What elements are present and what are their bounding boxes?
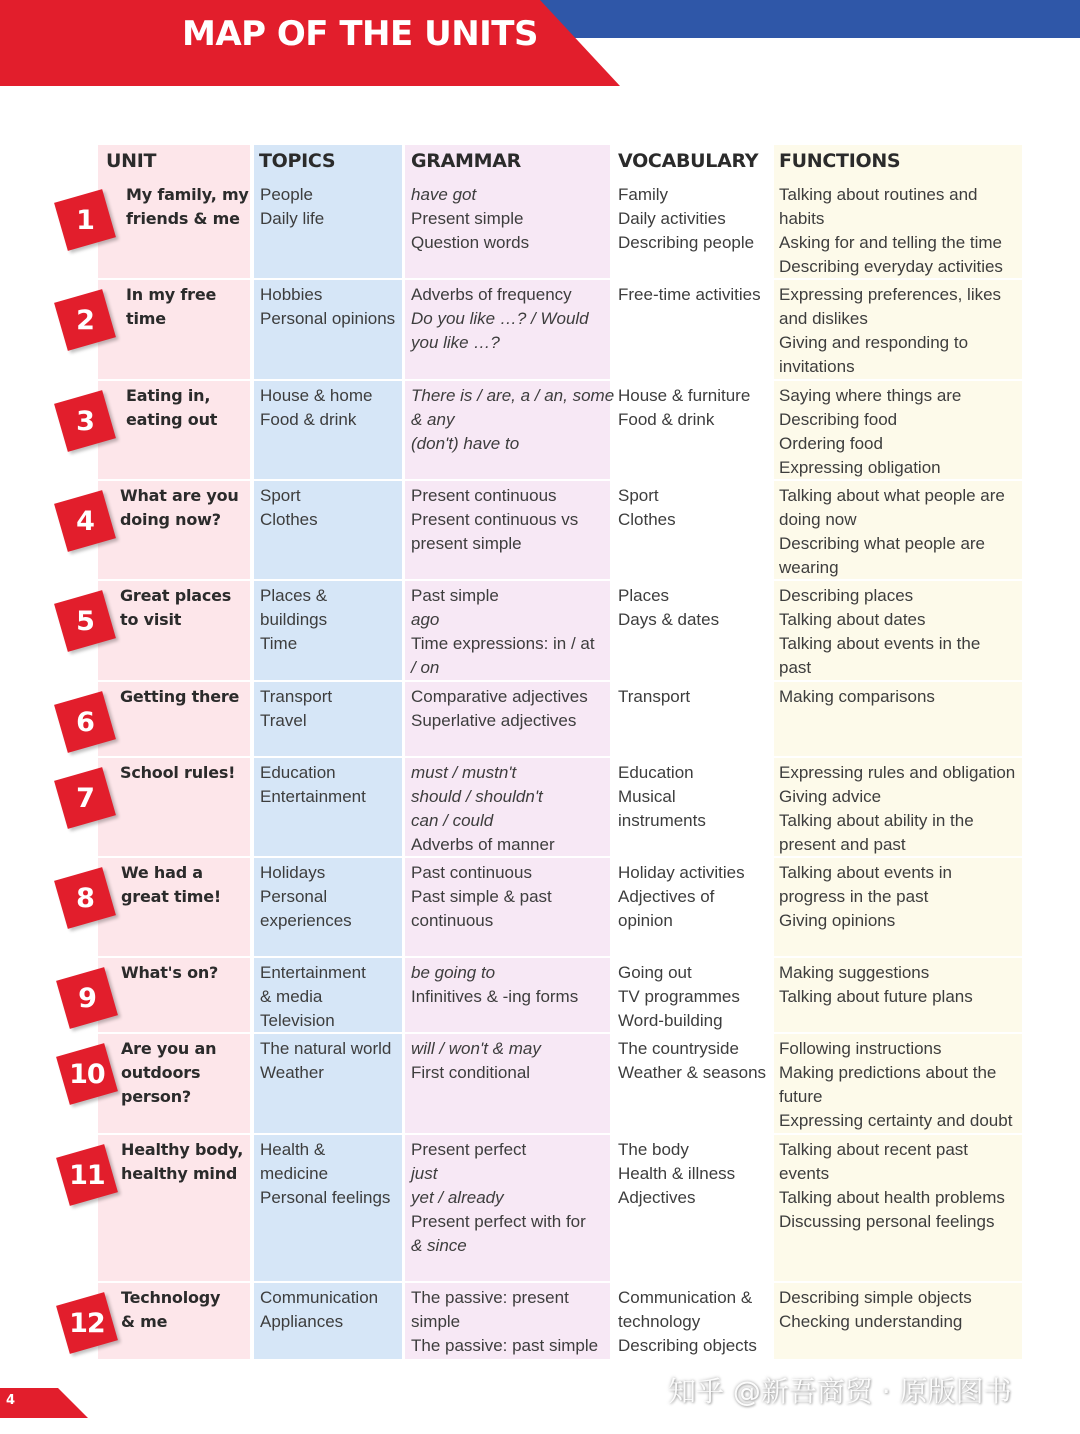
grammar-item: / on bbox=[411, 658, 440, 677]
topic-item: Holidays bbox=[260, 863, 326, 882]
unit-title-line: great time! bbox=[121, 887, 221, 906]
function-item: Saying where things are bbox=[779, 386, 962, 405]
unit-number: 4 bbox=[76, 505, 94, 537]
function-item: Describing places bbox=[779, 586, 914, 605]
unit-functions-cell bbox=[779, 584, 980, 680]
function-item: past bbox=[779, 658, 812, 677]
unit-title-cell bbox=[126, 283, 216, 331]
vocabulary-item: Communication & bbox=[618, 1288, 753, 1307]
vocabulary-item: Family bbox=[618, 185, 669, 204]
unit-title-line: outdoors bbox=[121, 1063, 201, 1082]
unit-functions-cell bbox=[779, 384, 961, 480]
unit-title-line: friends & me bbox=[126, 209, 240, 228]
vocabulary-item: Going out bbox=[618, 963, 692, 982]
vocabulary-item: Describing objects bbox=[618, 1336, 757, 1355]
unit-title-cell bbox=[121, 861, 221, 909]
topic-item: Communication bbox=[260, 1288, 379, 1307]
function-item: invitations bbox=[779, 357, 855, 376]
row-divider bbox=[98, 756, 1022, 758]
vocabulary-item: Adjectives bbox=[618, 1188, 696, 1207]
unit-grammar-cell bbox=[411, 685, 588, 733]
topic-item: Daily life bbox=[260, 209, 325, 228]
unit-vocabulary-cell bbox=[618, 1286, 757, 1358]
grammar-item: Superlative adjectives bbox=[411, 711, 577, 730]
unit-vocabulary-cell bbox=[618, 961, 740, 1033]
function-item: Expressing preferences, likes bbox=[779, 285, 1002, 304]
topic-item: Places & bbox=[260, 586, 328, 605]
function-item: Talking about events in bbox=[779, 863, 952, 882]
topic-item: Health & bbox=[260, 1140, 326, 1159]
unit-title-line: What are you bbox=[120, 486, 239, 505]
unit-vocabulary-cell bbox=[618, 584, 719, 632]
topic-item: Personal opinions bbox=[260, 309, 396, 328]
function-item: Giving and responding to bbox=[779, 333, 969, 352]
unit-number: 7 bbox=[76, 782, 94, 814]
unit-vocabulary-cell bbox=[618, 685, 690, 709]
unit-number: 12 bbox=[69, 1307, 105, 1339]
grammar-item: Past simple & past bbox=[411, 887, 552, 906]
unit-title-cell bbox=[126, 384, 217, 432]
unit-grammar-cell bbox=[411, 1286, 598, 1358]
vocabulary-item: Sport bbox=[618, 486, 659, 505]
topic-item: buildings bbox=[260, 610, 328, 629]
page-number: 4 bbox=[6, 1393, 16, 1408]
unit-vocabulary-cell bbox=[618, 761, 706, 833]
unit-title-line: Great places bbox=[120, 586, 232, 605]
unit-grammar-cell bbox=[411, 761, 555, 857]
grammar-item: Present perfect with for bbox=[411, 1212, 586, 1231]
grammar-item: Adverbs of frequency bbox=[411, 285, 572, 304]
grammar-item: Question words bbox=[411, 233, 530, 252]
topic-item: experiences bbox=[260, 911, 352, 930]
vocabulary-item: opinion bbox=[618, 911, 673, 930]
vocabulary-item: Daily activities bbox=[618, 209, 726, 228]
row-divider bbox=[98, 379, 1022, 381]
grammar-item: (don't) have to bbox=[411, 434, 520, 453]
unit-number: 3 bbox=[76, 405, 94, 437]
topic-item: Sport bbox=[260, 486, 301, 505]
grammar-item: you like …? bbox=[411, 333, 500, 352]
row-divider bbox=[98, 856, 1022, 858]
unit-grammar-cell bbox=[411, 183, 529, 255]
grammar-item: continuous bbox=[411, 911, 494, 930]
unit-title-cell bbox=[120, 584, 231, 632]
unit-title-cell bbox=[120, 761, 235, 785]
topic-item: Hobbies bbox=[260, 285, 323, 304]
grammar-item: yet / already bbox=[411, 1188, 504, 1207]
unit-topics-cell bbox=[260, 283, 395, 331]
unit-number: 1 bbox=[76, 204, 94, 236]
function-item: Describing what people are bbox=[779, 534, 986, 553]
unit-title-cell bbox=[121, 1286, 220, 1334]
function-item: Expressing obligation bbox=[779, 458, 941, 477]
function-item: Talking about ability in the bbox=[779, 811, 974, 830]
unit-topics-cell bbox=[260, 1037, 391, 1085]
unit-title-line: & me bbox=[121, 1312, 168, 1331]
function-item: Expressing rules and obligation bbox=[779, 763, 1016, 782]
grammar-item: simple bbox=[411, 1312, 461, 1331]
grammar-item: Time expressions: in / at bbox=[411, 634, 595, 653]
function-item: habits bbox=[779, 209, 825, 228]
vocabulary-item: The countryside bbox=[618, 1039, 739, 1058]
column-heading-unit: UNIT bbox=[106, 150, 157, 172]
unit-vocabulary-cell bbox=[618, 484, 676, 532]
vocabulary-item: Holiday activities bbox=[618, 863, 745, 882]
function-item: Making predictions about the bbox=[779, 1063, 997, 1082]
row-divider bbox=[98, 278, 1022, 280]
unit-vocabulary-cell bbox=[618, 183, 754, 255]
grammar-item: The passive: present bbox=[411, 1288, 569, 1307]
column-heading-topics: TOPICS bbox=[259, 150, 336, 172]
column-heading-vocabulary: VOCABULARY bbox=[618, 150, 759, 172]
unit-grammar-cell bbox=[411, 484, 578, 556]
vocabulary-item: Places bbox=[618, 586, 670, 605]
topic-item: House & home bbox=[260, 386, 373, 405]
topic-item: Appliances bbox=[260, 1312, 344, 1331]
unit-title-line: What's on? bbox=[121, 963, 219, 982]
function-item: wearing bbox=[779, 558, 839, 577]
unit-title-cell bbox=[120, 685, 239, 709]
grammar-item: be going to bbox=[411, 963, 496, 982]
column-heading-functions: FUNCTIONS bbox=[779, 150, 901, 172]
unit-number: 8 bbox=[76, 882, 94, 914]
unit-title-cell bbox=[126, 183, 249, 231]
topic-item: Education bbox=[260, 763, 336, 782]
unit-topics-cell bbox=[260, 861, 352, 933]
unit-title-line: Healthy body, bbox=[121, 1140, 244, 1159]
grammar-item: First conditional bbox=[411, 1063, 531, 1082]
unit-topics-cell bbox=[260, 685, 332, 733]
vocabulary-item: Weather & seasons bbox=[618, 1063, 767, 1082]
unit-topics-cell bbox=[260, 484, 318, 532]
vocabulary-item: Free-time activities bbox=[618, 285, 761, 304]
function-item: Discussing personal feelings bbox=[779, 1212, 995, 1231]
unit-topics-cell bbox=[260, 961, 366, 1033]
function-item: Making comparisons bbox=[779, 687, 935, 706]
vocabulary-item: instruments bbox=[618, 811, 706, 830]
grammar-item: ago bbox=[411, 610, 440, 629]
topic-item: Travel bbox=[260, 711, 307, 730]
function-item: Describing everyday activities bbox=[779, 257, 1003, 276]
topic-item: Food & drink bbox=[260, 410, 357, 429]
vocabulary-item: The body bbox=[618, 1140, 689, 1159]
row-divider bbox=[98, 1281, 1022, 1283]
watermark: 知乎 @新吾商贸 · 原版图书 bbox=[668, 1375, 1012, 1408]
unit-number: 11 bbox=[69, 1159, 105, 1191]
vocabulary-item: Days & dates bbox=[618, 610, 720, 629]
header-blue-band bbox=[520, 0, 1080, 38]
unit-title-line: Eating in, bbox=[126, 386, 211, 405]
unit-grammar-cell bbox=[411, 1138, 586, 1258]
grammar-item: Adverbs of manner bbox=[411, 835, 555, 854]
unit-number: 10 bbox=[69, 1058, 105, 1090]
unit-title-cell bbox=[121, 961, 218, 985]
topic-item: Transport bbox=[260, 687, 333, 706]
function-item: Asking for and telling the time bbox=[779, 233, 1003, 252]
function-item: Talking about dates bbox=[779, 610, 926, 629]
grammar-item: Comparative adjectives bbox=[411, 687, 588, 706]
function-item: and dislikes bbox=[779, 309, 868, 328]
unit-title-line: School rules! bbox=[120, 763, 236, 782]
function-item: Checking understanding bbox=[779, 1312, 963, 1331]
unit-title-line: person? bbox=[121, 1087, 191, 1106]
unit-functions-cell bbox=[779, 183, 1003, 279]
grammar-item: & since bbox=[411, 1236, 467, 1255]
unit-topics-cell bbox=[260, 584, 327, 656]
unit-functions-cell bbox=[779, 1286, 972, 1334]
function-item: progress in the past bbox=[779, 887, 929, 906]
function-item: Expressing certainty and doubt bbox=[779, 1111, 1013, 1130]
unit-topics-cell bbox=[260, 384, 372, 432]
vocabulary-item: Transport bbox=[618, 687, 691, 706]
unit-functions-cell bbox=[779, 961, 973, 1009]
topic-item: Entertainment bbox=[260, 787, 366, 806]
function-item: Making suggestions bbox=[779, 963, 930, 982]
row-divider bbox=[98, 479, 1022, 481]
unit-functions-cell bbox=[779, 685, 935, 709]
row-divider bbox=[98, 1032, 1022, 1034]
page-title: MAP OF THE UNITS bbox=[182, 14, 538, 54]
unit-topics-cell bbox=[260, 1138, 390, 1210]
grammar-item: Present perfect bbox=[411, 1140, 527, 1159]
row-divider bbox=[98, 579, 1022, 581]
unit-number: 5 bbox=[76, 605, 94, 637]
function-item: Describing simple objects bbox=[779, 1288, 972, 1307]
topic-item: Personal feelings bbox=[260, 1188, 391, 1207]
topic-item: People bbox=[260, 185, 313, 204]
vocabulary-item: House & furniture bbox=[618, 386, 751, 405]
unit-title-line: time bbox=[126, 309, 166, 328]
topic-item: medicine bbox=[260, 1164, 329, 1183]
vocabulary-item: Food & drink bbox=[618, 410, 715, 429]
unit-vocabulary-cell bbox=[618, 283, 761, 307]
grammar-item: can / could bbox=[411, 811, 494, 830]
unit-grammar-cell bbox=[411, 283, 589, 355]
function-item: doing now bbox=[779, 510, 857, 529]
grammar-item: have got bbox=[411, 185, 477, 204]
grammar-item: Present continuous bbox=[411, 486, 557, 505]
unit-number: 2 bbox=[76, 304, 94, 336]
function-item: Talking about routines and bbox=[779, 185, 978, 204]
unit-grammar-cell bbox=[411, 961, 578, 1009]
grammar-item: Past continuous bbox=[411, 863, 532, 882]
vocabulary-item: Health & illness bbox=[618, 1164, 736, 1183]
function-item: Giving advice bbox=[779, 787, 882, 806]
grammar-item: & any bbox=[411, 410, 455, 429]
unit-grammar-cell bbox=[411, 584, 595, 680]
vocabulary-item: Word-building bbox=[618, 1011, 723, 1030]
unit-functions-cell bbox=[779, 861, 952, 933]
function-item: future bbox=[779, 1087, 823, 1106]
grammar-item: Present simple bbox=[411, 209, 524, 228]
grammar-item: Past simple bbox=[411, 586, 499, 605]
function-item: Following instructions bbox=[779, 1039, 942, 1058]
unit-vocabulary-cell bbox=[618, 1037, 766, 1085]
unit-title-line: Getting there bbox=[120, 687, 240, 706]
topic-item: & media bbox=[260, 987, 323, 1006]
unit-functions-cell bbox=[779, 1037, 1012, 1133]
grammar-item: Infinitives & -ing forms bbox=[411, 987, 579, 1006]
unit-grammar-cell bbox=[411, 1037, 541, 1085]
unit-grammar-cell bbox=[411, 861, 552, 933]
vocabulary-item: Adjectives of bbox=[618, 887, 715, 906]
unit-grammar-cell bbox=[411, 384, 614, 456]
unit-functions-cell bbox=[779, 484, 1005, 580]
unit-title-line: We had a bbox=[121, 863, 203, 882]
unit-title-cell bbox=[120, 484, 239, 532]
function-item: events bbox=[779, 1164, 830, 1183]
vocabulary-item: TV programmes bbox=[618, 987, 740, 1006]
row-divider bbox=[98, 1133, 1022, 1135]
function-item: Talking about recent past bbox=[779, 1140, 969, 1159]
function-item: Talking about what people are bbox=[779, 486, 1005, 505]
unit-title-line: Technology bbox=[121, 1288, 221, 1307]
unit-title-line: My family, my bbox=[126, 185, 249, 204]
unit-title-line: In my free bbox=[126, 285, 217, 304]
vocabulary-item: Describing people bbox=[618, 233, 755, 252]
unit-vocabulary-cell bbox=[618, 384, 750, 432]
grammar-item: just bbox=[411, 1164, 438, 1183]
grammar-item: should / shouldn't bbox=[411, 787, 543, 806]
function-item: present and past bbox=[779, 835, 906, 854]
topic-item: Entertainment bbox=[260, 963, 366, 982]
function-item: Talking about health problems bbox=[779, 1188, 1005, 1207]
function-item: Talking about events in the bbox=[779, 634, 981, 653]
grammar-item: There is / are, a / an, some bbox=[411, 386, 615, 405]
row-divider bbox=[98, 956, 1022, 958]
column-heading-grammar: GRAMMAR bbox=[411, 150, 521, 172]
topic-item: Weather bbox=[260, 1063, 324, 1082]
grammar-item: will / won't & may bbox=[411, 1039, 541, 1058]
topic-item: Television bbox=[260, 1011, 335, 1030]
grammar-item: present simple bbox=[411, 534, 522, 553]
unit-number: 6 bbox=[76, 706, 94, 738]
unit-topics-cell bbox=[260, 1286, 378, 1334]
unit-functions-cell bbox=[779, 761, 1015, 857]
unit-functions-cell bbox=[779, 283, 1001, 379]
row-divider bbox=[98, 680, 1022, 682]
function-item: Giving opinions bbox=[779, 911, 896, 930]
unit-title-line: eating out bbox=[126, 410, 218, 429]
vocabulary-item: technology bbox=[618, 1312, 701, 1331]
function-item: Ordering food bbox=[779, 434, 883, 453]
vocabulary-item: Musical bbox=[618, 787, 676, 806]
grammar-item: Do you like …? / Would bbox=[411, 309, 589, 328]
function-item: Describing food bbox=[779, 410, 898, 429]
topic-item: The natural world bbox=[260, 1039, 392, 1058]
topic-item: Time bbox=[260, 634, 298, 653]
unit-topics-cell bbox=[260, 761, 366, 809]
unit-vocabulary-cell bbox=[618, 861, 745, 933]
topic-item: Personal bbox=[260, 887, 328, 906]
unit-vocabulary-cell bbox=[618, 1138, 735, 1210]
unit-title-line: Are you an bbox=[121, 1039, 217, 1058]
unit-topics-cell bbox=[260, 183, 324, 231]
unit-title-line: to visit bbox=[120, 610, 182, 629]
unit-title-cell bbox=[121, 1037, 216, 1109]
vocabulary-item: Clothes bbox=[618, 510, 676, 529]
grammar-item: The passive: past simple bbox=[411, 1336, 599, 1355]
function-item: Talking about future plans bbox=[779, 987, 973, 1006]
grammar-item: Present continuous vs bbox=[411, 510, 579, 529]
unit-number: 9 bbox=[78, 982, 96, 1014]
unit-title-line: doing now? bbox=[120, 510, 221, 529]
vocabulary-item: Education bbox=[618, 763, 694, 782]
unit-title-cell bbox=[121, 1138, 243, 1186]
unit-title-line: healthy mind bbox=[121, 1164, 238, 1183]
grammar-item: must / mustn't bbox=[411, 763, 517, 782]
unit-functions-cell bbox=[779, 1138, 1005, 1234]
topic-item: Clothes bbox=[260, 510, 318, 529]
